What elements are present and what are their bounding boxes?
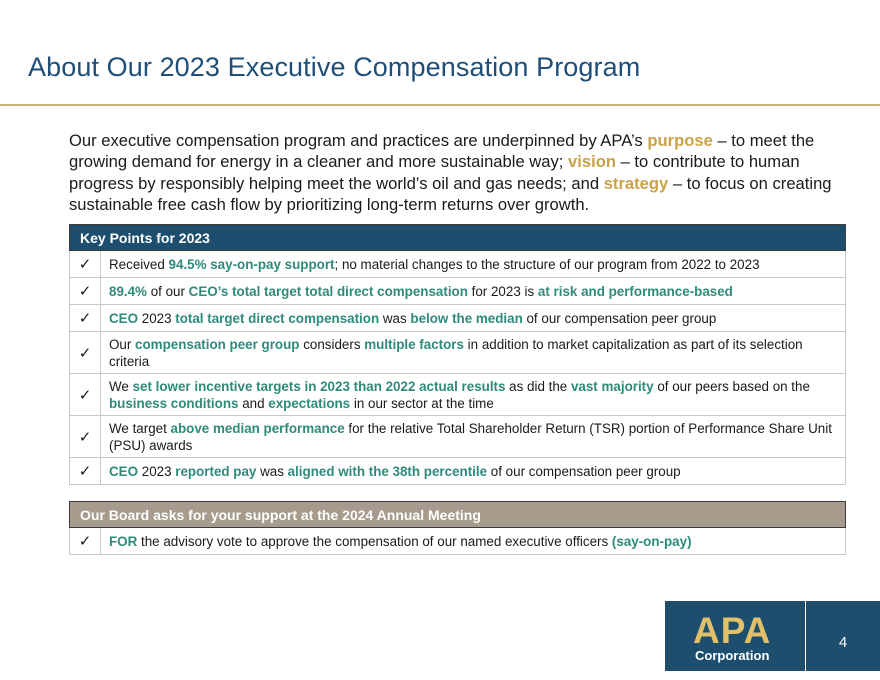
highlight-text: FOR bbox=[109, 533, 138, 549]
logo-wordmark: APA bbox=[693, 610, 772, 651]
text-segment: of our compensation peer group bbox=[487, 463, 681, 479]
text-segment: of our bbox=[146, 283, 189, 299]
highlight-text: vision bbox=[568, 152, 616, 172]
board-request-table bbox=[69, 501, 846, 555]
logo-subtitle: Corporation bbox=[695, 648, 770, 663]
page-number-box bbox=[806, 601, 880, 671]
table-row bbox=[70, 278, 846, 305]
text-segment: and bbox=[238, 395, 269, 411]
text-segment: in our sector at the time bbox=[350, 395, 494, 411]
page-number: 4 bbox=[838, 634, 848, 651]
text-segment: – to focus on creating sustainable free cash flow by prioritizing long-term returns over growth. bbox=[69, 173, 832, 214]
checkmark-icon: ✓ bbox=[70, 416, 101, 458]
title-divider bbox=[0, 104, 880, 106]
table-row bbox=[70, 251, 846, 278]
highlight-text: expectations bbox=[268, 395, 351, 411]
table-row bbox=[70, 416, 846, 458]
highlight-text: set lower incentive targets in 2023 than 2022 actual results bbox=[132, 378, 506, 394]
highlight-text: 89.4% bbox=[109, 283, 147, 299]
checkmark-icon: ✓ bbox=[70, 305, 101, 332]
checkmark-icon: ✓ bbox=[70, 278, 101, 305]
text-segment: – to meet the growing demand for energy in a cleaner and more sustainable way; bbox=[69, 131, 815, 172]
text-segment: We bbox=[109, 378, 133, 394]
key-point-text bbox=[101, 374, 846, 416]
text-segment: – to contribute to human progress by responsibly helping meet the world’s oil and gas needs; and bbox=[69, 152, 800, 193]
text-segment: for 2023 is bbox=[467, 283, 538, 299]
highlight-text: business conditions bbox=[109, 395, 239, 411]
text-segment: as did the bbox=[505, 378, 571, 394]
table-row bbox=[70, 458, 846, 485]
board-request-text bbox=[101, 528, 846, 555]
highlight-text: compensation peer group bbox=[135, 336, 300, 352]
page-title: About Our 2023 Executive Compensation Program bbox=[28, 52, 641, 82]
text-segment: 2023 bbox=[138, 463, 176, 479]
text-segment: We target bbox=[109, 420, 171, 436]
highlight-text: vast majority bbox=[570, 378, 654, 394]
text-segment: Our bbox=[109, 336, 136, 352]
text-segment: was bbox=[256, 463, 288, 479]
text-segment: the advisory vote to approve the compensation of our named executive officers bbox=[137, 533, 612, 549]
highlight-text: 94.5% say-on-pay support bbox=[168, 256, 335, 272]
board-request-header: Our Board asks for your support at the 2024 Annual Meeting bbox=[70, 502, 846, 528]
text-segment: Our executive compensation program and practices are underpinned by APA’s bbox=[69, 131, 648, 150]
highlight-text: below the median bbox=[410, 310, 523, 326]
text-segment: ; no material changes to the structure of our program from 2022 to 2023 bbox=[334, 256, 760, 272]
highlight-text: CEO bbox=[109, 310, 139, 326]
highlight-text: reported pay bbox=[175, 463, 257, 479]
checkmark-icon: ✓ bbox=[70, 458, 101, 485]
checkmark-icon: ✓ bbox=[70, 528, 101, 555]
key-point-text bbox=[101, 458, 846, 485]
highlight-text: strategy bbox=[603, 173, 669, 193]
text-segment: Received bbox=[109, 256, 169, 272]
highlight-text: above median performance bbox=[170, 420, 345, 436]
key-points-table bbox=[69, 224, 846, 485]
text-segment: in addition to market capitalization as part of its selection criteria bbox=[109, 336, 803, 369]
highlight-text: purpose bbox=[647, 131, 713, 150]
text-segment: of our peers based on the bbox=[653, 378, 810, 394]
key-point-text bbox=[101, 278, 846, 305]
checkmark-icon: ✓ bbox=[70, 374, 101, 416]
highlight-text: at risk and performance-based bbox=[537, 283, 733, 299]
table-row bbox=[70, 374, 846, 416]
highlight-text: multiple factors bbox=[364, 336, 464, 352]
key-point-text bbox=[101, 305, 846, 332]
text-segment: considers bbox=[299, 336, 365, 352]
highlight-text: aligned with the 38th percentile bbox=[287, 463, 488, 479]
table-row bbox=[70, 332, 846, 374]
key-points-header: Key Points for 2023 bbox=[70, 225, 846, 251]
intro-paragraph bbox=[69, 130, 859, 215]
text-segment: was bbox=[379, 310, 411, 326]
checkmark-icon: ✓ bbox=[70, 251, 101, 278]
checkmark-icon: ✓ bbox=[70, 332, 101, 374]
highlight-text: total target direct compensation bbox=[175, 310, 380, 326]
highlight-text: CEO bbox=[109, 463, 139, 479]
highlight-text: CEO’s total target total direct compensation bbox=[188, 283, 468, 299]
table-row bbox=[70, 305, 846, 332]
key-point-text bbox=[101, 416, 846, 458]
highlight-text: (say-on-pay) bbox=[611, 533, 692, 549]
apa-logo bbox=[665, 601, 805, 671]
table-row bbox=[70, 528, 846, 555]
text-segment: for the relative Total Shareholder Return (TSR) portion of Performance Share Unit (PSU) awards bbox=[109, 420, 832, 453]
key-point-text bbox=[101, 332, 846, 374]
text-segment: 2023 bbox=[138, 310, 176, 326]
text-segment: of our compensation peer group bbox=[522, 310, 717, 326]
key-point-text bbox=[101, 251, 846, 278]
